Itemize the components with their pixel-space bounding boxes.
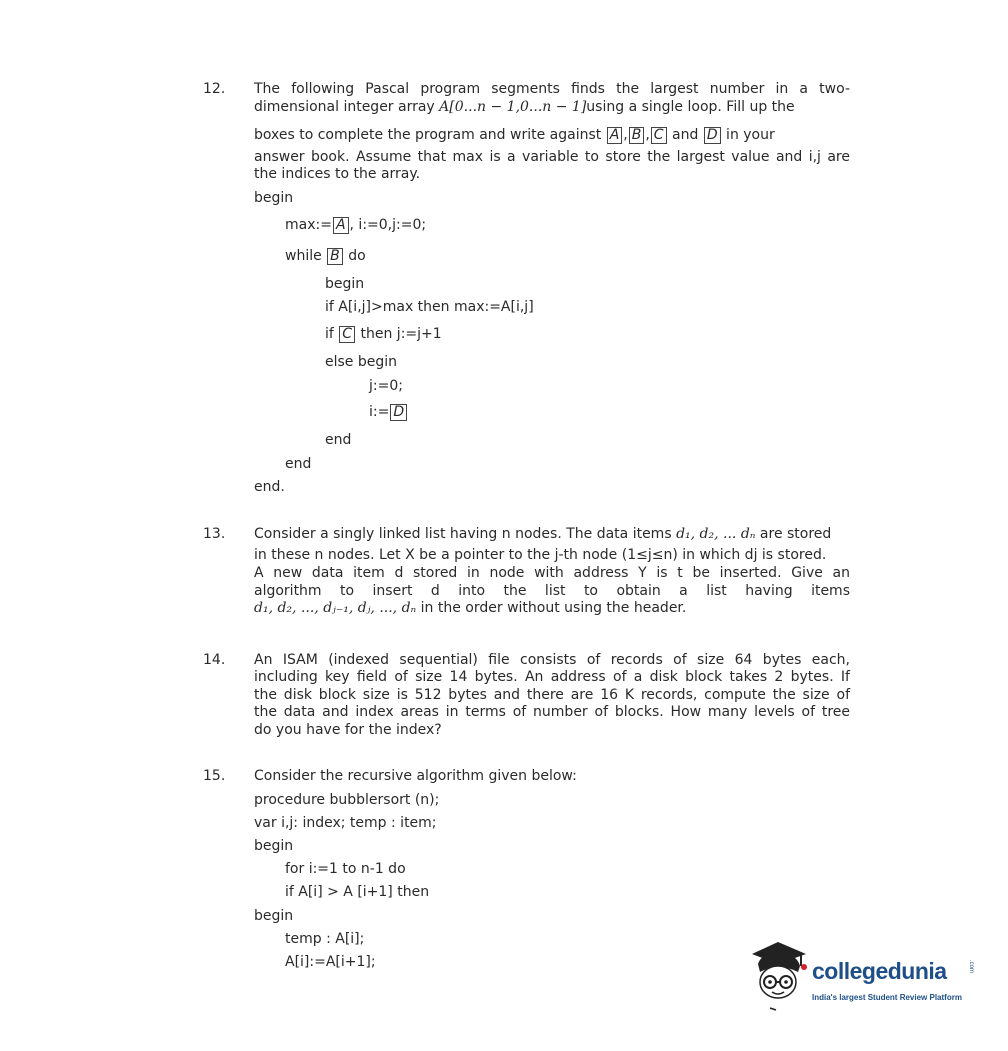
question-text: including key field of size 14 bytes. An address of a disk block takes 2 bytes. If xyxy=(254,669,850,685)
question-number: 12. xyxy=(203,81,226,97)
code-line: begin xyxy=(254,838,294,854)
question-text: d₁, d₂, ..., dⱼ₋₁, dⱼ, ..., dₙ in the order without using the header. xyxy=(254,600,687,616)
code-line: for i:=1 to n-1 do xyxy=(285,861,406,877)
brand-tagline: India's largest Student Review Platform xyxy=(812,993,962,1002)
code-line: j:=0; xyxy=(369,378,403,394)
question-text: do you have for the index? xyxy=(254,722,442,738)
answer-box: C xyxy=(339,326,355,343)
question-text: in these n nodes. Let X be a pointer to the j-th node (1≤j≤n) in which dj is stored. xyxy=(254,547,827,563)
code-line: var i,j: index; temp : item; xyxy=(254,815,437,831)
question-text: the indices to the array. xyxy=(254,166,421,182)
code-line: max:= A , i:=0,j:=0; xyxy=(285,217,427,233)
code-line: A[i]:=A[i+1]; xyxy=(285,954,376,970)
code-line: if C then j:=j+1 xyxy=(325,326,442,342)
code-line: else begin xyxy=(325,354,398,370)
code-line: begin xyxy=(254,190,294,206)
answer-box: A xyxy=(333,217,349,234)
answer-box: D xyxy=(704,127,721,144)
question-number: 15. xyxy=(203,768,226,784)
code-line: while B do xyxy=(285,248,366,264)
question-number: 13. xyxy=(203,526,226,542)
code-line: if A[i,j]>max then max:=A[i,j] xyxy=(325,299,534,315)
question-text: Consider a singly linked list having n nodes. The data items d₁, d₂, ... dₙ are stored xyxy=(254,526,832,542)
answer-box: B xyxy=(629,127,645,144)
answer-box: B xyxy=(327,248,343,265)
code-line: begin xyxy=(325,276,365,292)
code-line: begin xyxy=(254,908,294,924)
answer-box: D xyxy=(390,404,407,421)
question-text: the disk block size is 512 bytes and there are 16 K records, compute the size of xyxy=(254,687,850,703)
code-line: procedure bubblersort (n); xyxy=(254,792,440,808)
code-line: end xyxy=(325,432,352,448)
brand-suffix: .com xyxy=(968,960,974,974)
answer-box: A xyxy=(607,127,623,144)
answer-box: C xyxy=(651,127,667,144)
question-text: An ISAM (indexed sequential) file consists of records of size 64 bytes each, xyxy=(254,652,850,668)
question-text: dimensional integer array A[0...n − 1,0...n − 1]using a single loop. Fill up the xyxy=(254,99,795,115)
question-text: The following Pascal program segments finds the largest number in a two- xyxy=(254,81,850,97)
code-line: if A[i] > A [i+1] then xyxy=(285,884,430,900)
question-text: A new data item d stored in node with address Y is t be inserted. Give an xyxy=(254,565,850,581)
code-line: end xyxy=(285,456,312,472)
question-number: 14. xyxy=(203,652,226,668)
code-line: temp : A[i]; xyxy=(285,931,365,947)
code-line: i:= D xyxy=(369,404,408,421)
question-text: the data and index areas in terms of number of blocks. How many levels of tree xyxy=(254,704,850,720)
question-text: answer book. Assume that max is a variable to store the largest value and i,j are xyxy=(254,149,850,165)
code-line: end. xyxy=(254,479,285,495)
question-text: Consider the recursive algorithm given below: xyxy=(254,768,577,784)
question-text: boxes to complete the program and write against A , B , C and D in your xyxy=(254,127,775,143)
question-text: algorithm to insert d into the list to obtain a list having items xyxy=(254,583,850,599)
brand-name: collegedunia xyxy=(812,958,947,984)
